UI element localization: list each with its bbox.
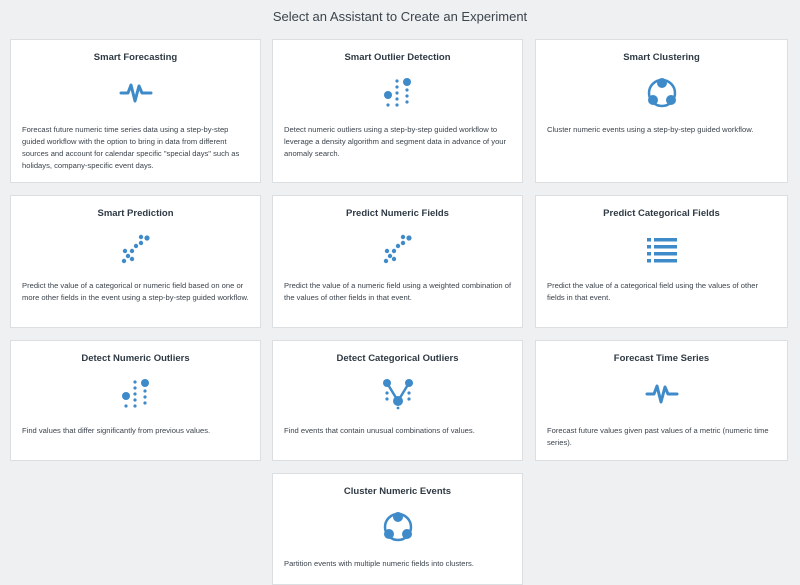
card-description: Forecast future numeric time series data using a step-by-step guided workflow with the option to bring in data from different sources and account for calendar specific "special days" such as holidays, company-specific event days. bbox=[22, 125, 240, 170]
card-title: Smart Outlier Detection bbox=[344, 52, 451, 63]
card-cluster-numeric-events[interactable] bbox=[272, 473, 523, 585]
scatter-icon bbox=[119, 232, 153, 266]
card-title: Predict Categorical Fields bbox=[603, 208, 720, 219]
card-smart-prediction[interactable] bbox=[10, 195, 261, 328]
card-smart-forecasting[interactable] bbox=[10, 39, 261, 183]
card-title: Cluster Numeric Events bbox=[343, 486, 452, 497]
card-title: Detect Categorical Outliers bbox=[336, 353, 459, 364]
card-detect-numeric-outliers[interactable] bbox=[10, 340, 261, 461]
pulse-icon bbox=[645, 377, 679, 411]
cluster-icon bbox=[645, 76, 679, 110]
card-smart-outlier-detection[interactable] bbox=[272, 39, 523, 183]
card-title: Smart Clustering bbox=[623, 52, 700, 63]
categorical-outlier-icon bbox=[381, 377, 415, 411]
card-smart-clustering[interactable] bbox=[535, 39, 788, 183]
card-description: Predict the value of a numeric field using a weighted combination of the values of other fields in that event. bbox=[284, 281, 512, 302]
card-description: Cluster numeric events using a step-by-step guided workflow. bbox=[547, 125, 754, 134]
scatter-icon bbox=[381, 232, 415, 266]
card-predict-categorical-fields[interactable] bbox=[535, 195, 788, 328]
card-description: Find values that differ significantly from previous values. bbox=[22, 426, 211, 435]
card-title: Forecast Time Series bbox=[613, 353, 710, 364]
card-title: Smart Prediction bbox=[97, 208, 174, 219]
card-forecast-time-series[interactable] bbox=[535, 340, 788, 461]
outlier-dots-icon bbox=[119, 377, 153, 411]
card-description: Forecast future values given past values of a metric (numeric time series). bbox=[547, 426, 769, 447]
card-description: Detect numeric outliers using a step-by-step guided workflow to leverage a density algorithm and segment data in advance of your anomaly search. bbox=[284, 125, 507, 158]
pulse-icon bbox=[119, 76, 153, 110]
card-predict-numeric-fields[interactable] bbox=[272, 195, 523, 328]
card-title: Detect Numeric Outliers bbox=[81, 353, 190, 364]
cluster-icon bbox=[381, 510, 415, 544]
card-title: Smart Forecasting bbox=[93, 52, 178, 63]
list-icon bbox=[645, 232, 679, 266]
outlier-dots-icon bbox=[381, 76, 415, 110]
card-description: Predict the value of a categorical or numeric field based on one or more other fields in the event using a step-by-step guided workflow. bbox=[22, 281, 249, 302]
card-description: Predict the value of a categorical field using the values of other fields in that event. bbox=[547, 281, 759, 302]
card-detect-categorical-outliers[interactable] bbox=[272, 340, 523, 461]
card-description: Partition events with multiple numeric fields into clusters. bbox=[284, 559, 474, 568]
card-title: Predict Numeric Fields bbox=[346, 208, 449, 219]
card-description: Find events that contain unusual combinations of values. bbox=[284, 426, 475, 435]
page-title: Select an Assistant to Create an Experiment bbox=[272, 9, 528, 24]
